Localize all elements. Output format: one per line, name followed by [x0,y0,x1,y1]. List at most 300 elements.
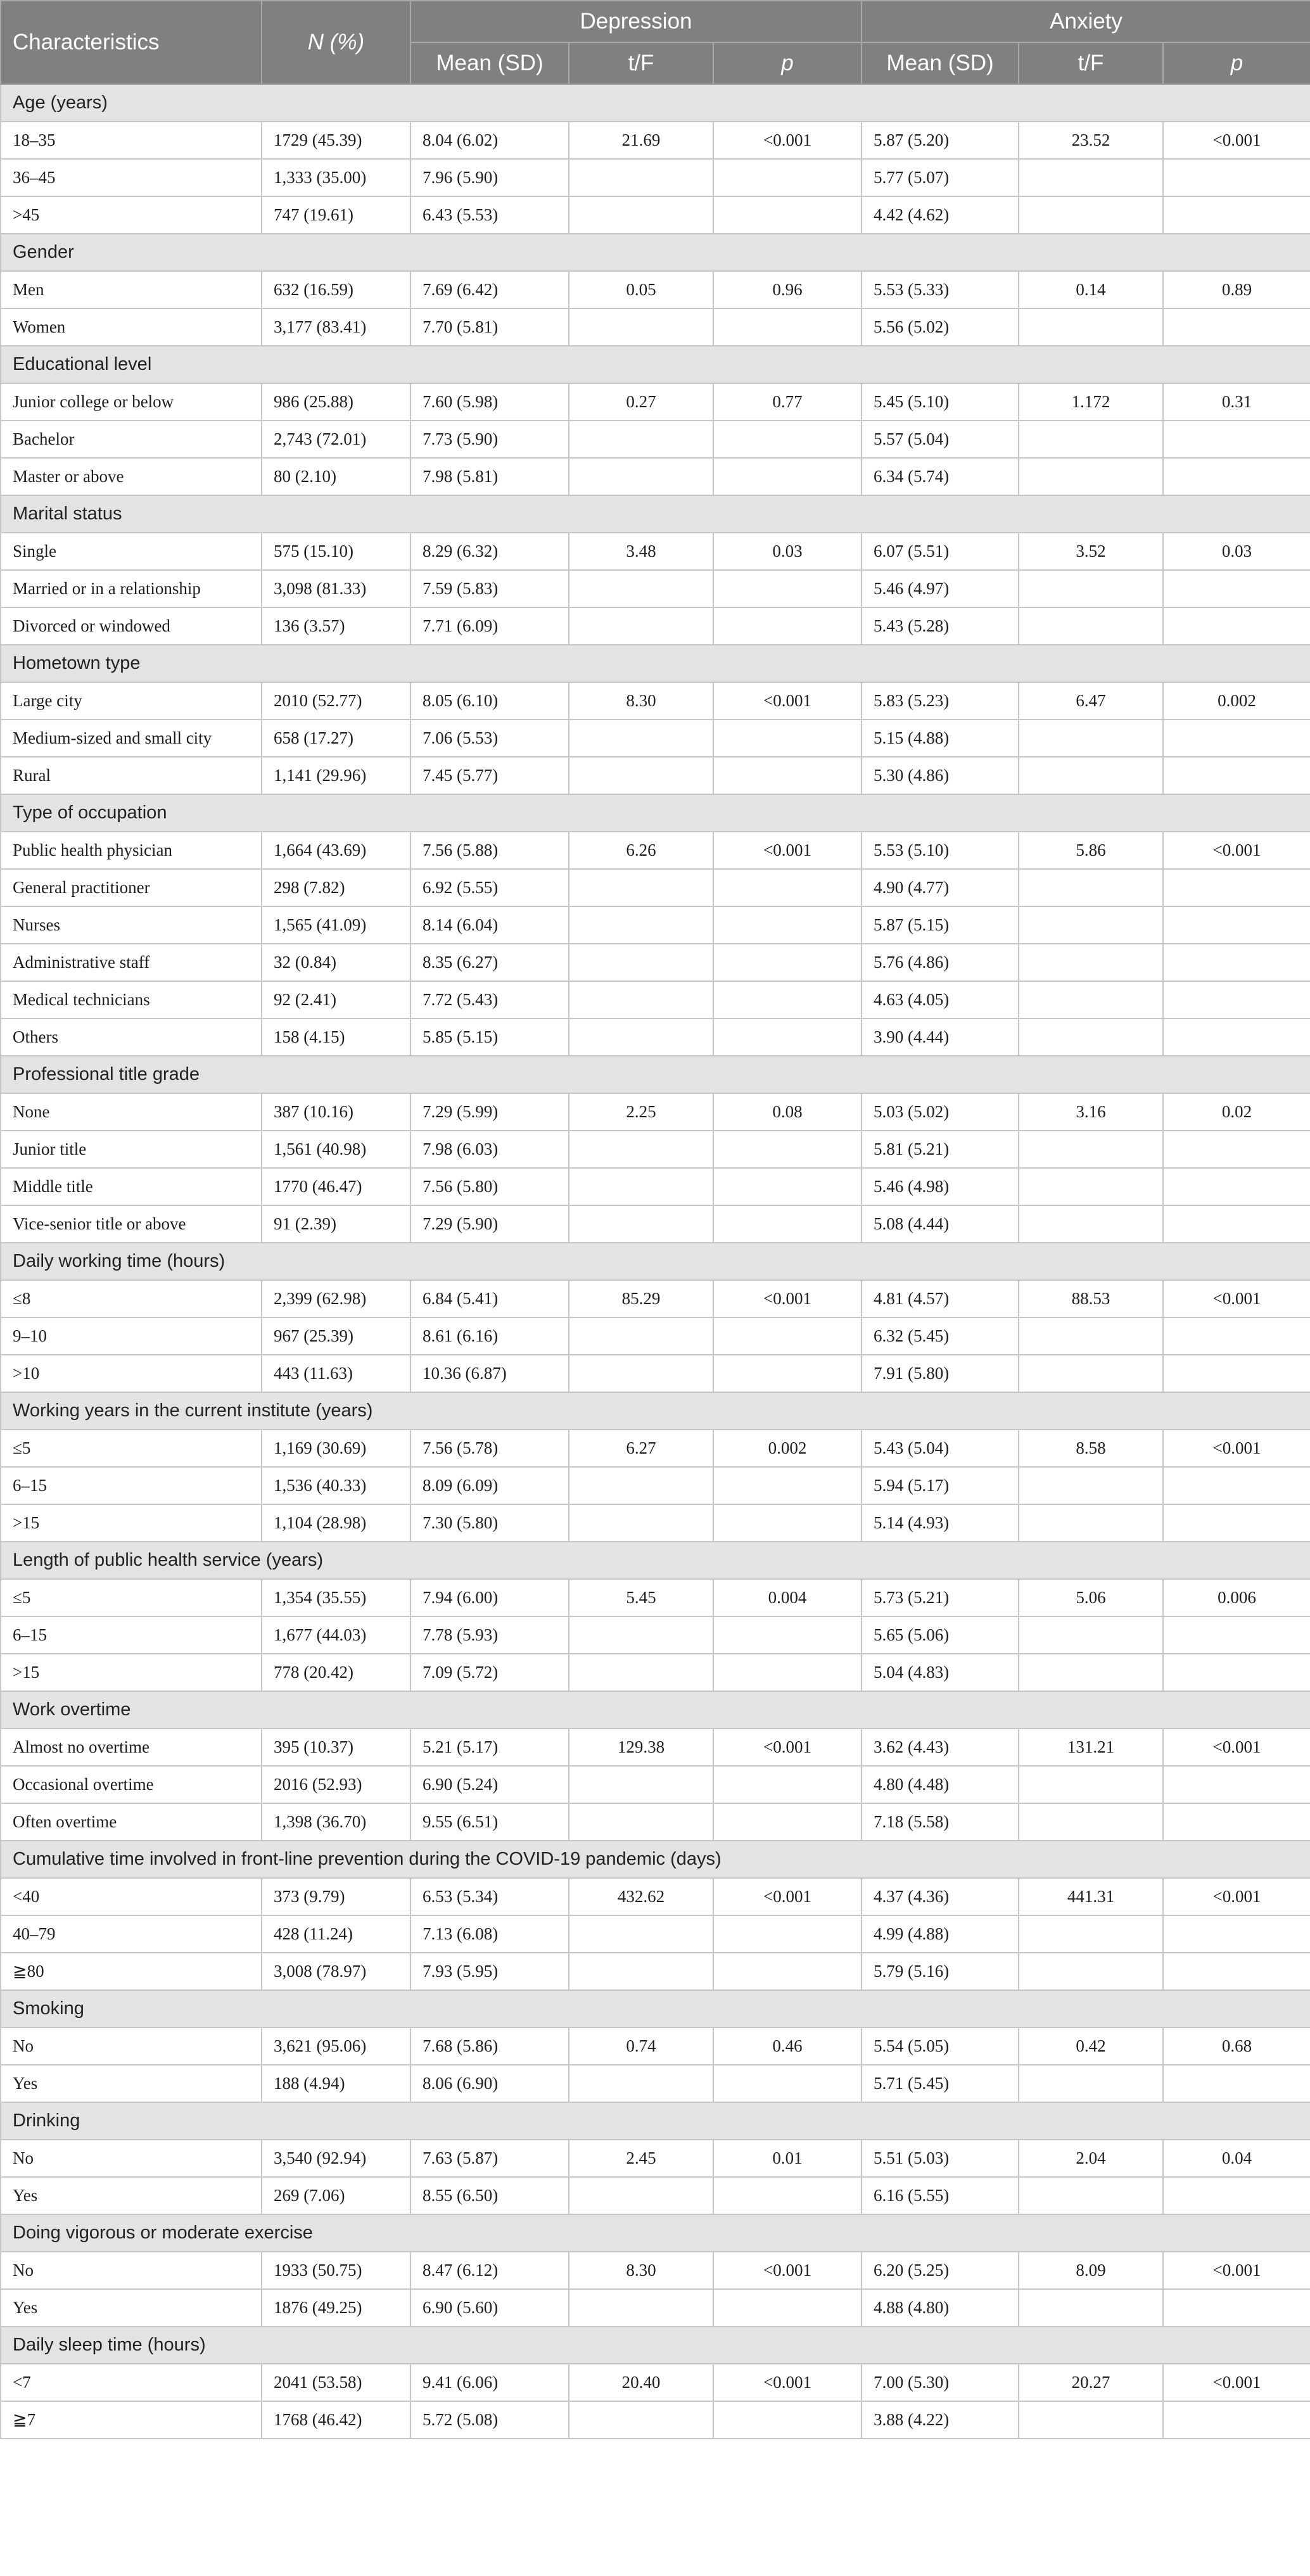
group-title: Cumulative time involved in front-line prevention during the COVID-19 pandemic (days) [1,1841,1310,1878]
group-title: Working years in the current institute (years) [1,1392,1310,1430]
cell-depression-p [713,1616,862,1654]
cell-depression-tf: 2.45 [569,2140,713,2177]
cell-anxiety-tf [1019,159,1163,196]
group-title: Marital status [1,495,1310,533]
cell-n-percent: 1770 (46.47) [262,1168,410,1205]
cell-depression-mean-sd: 9.55 (6.51) [410,1803,569,1841]
cell-anxiety-mean-sd: 5.73 (5.21) [862,1579,1019,1616]
cell-characteristic: Women [1,308,262,346]
cell-anxiety-p: 0.89 [1163,271,1310,308]
cell-depression-p: 0.03 [713,533,862,570]
cell-characteristic: General practitioner [1,869,262,906]
cell-anxiety-p [1163,607,1310,645]
cell-depression-mean-sd: 10.36 (6.87) [410,1355,569,1392]
cell-anxiety-tf [1019,1355,1163,1392]
cell-characteristic: 40–79 [1,1915,262,1953]
cell-characteristic: ≤5 [1,1579,262,1616]
group-title: Hometown type [1,645,1310,682]
cell-anxiety-mean-sd: 5.30 (4.86) [862,757,1019,794]
table-row [1,159,1310,196]
cell-characteristic: Nurses [1,906,262,944]
cell-anxiety-p [1163,757,1310,794]
cell-anxiety-tf [1019,570,1163,607]
cell-anxiety-tf: 2.04 [1019,2140,1163,2177]
cell-depression-tf [569,869,713,906]
table-row [1,2364,1310,2401]
cell-anxiety-tf: 23.52 [1019,122,1163,159]
cell-depression-tf [569,1168,713,1205]
cell-depression-p [713,944,862,981]
cell-depression-p: <0.001 [713,2252,862,2289]
group-row [1,346,1310,383]
cell-anxiety-p [1163,1018,1310,1056]
cell-depression-p [713,1355,862,1392]
cell-depression-p [713,869,862,906]
cell-n-percent: 1,536 (40.33) [262,1467,410,1504]
cell-anxiety-mean-sd: 5.53 (5.33) [862,271,1019,308]
table-row [1,607,1310,645]
cell-n-percent: 1,169 (30.69) [262,1430,410,1467]
cell-depression-p [713,1953,862,1990]
cell-characteristic: None [1,1093,262,1131]
cell-characteristic: Master or above [1,458,262,495]
cell-depression-p: 0.96 [713,271,862,308]
cell-depression-tf [569,421,713,458]
cell-anxiety-mean-sd: 4.63 (4.05) [862,981,1019,1018]
cell-anxiety-tf [1019,2177,1163,2214]
table-row [1,2027,1310,2065]
cell-characteristic: Medical technicians [1,981,262,1018]
cell-anxiety-mean-sd: 5.45 (5.10) [862,383,1019,421]
header-anxiety-p: p [1163,42,1310,84]
table-row [1,1093,1310,1131]
cell-anxiety-p [1163,981,1310,1018]
table-row [1,757,1310,794]
cell-anxiety-p [1163,570,1310,607]
cell-anxiety-mean-sd: 5.83 (5.23) [862,682,1019,720]
cell-depression-mean-sd: 5.85 (5.15) [410,1018,569,1056]
cell-depression-mean-sd: 7.98 (5.81) [410,458,569,495]
table-row [1,1168,1310,1205]
cell-depression-p [713,981,862,1018]
cell-depression-p [713,1168,862,1205]
cell-anxiety-tf: 131.21 [1019,1729,1163,1766]
table-row [1,2289,1310,2326]
cell-depression-p: 0.004 [713,1579,862,1616]
header-characteristics: Characteristics [1,1,262,84]
cell-depression-tf [569,607,713,645]
cell-characteristic: 6–15 [1,1467,262,1504]
group-row [1,84,1310,122]
cell-characteristic: No [1,2027,262,2065]
cell-anxiety-tf: 0.14 [1019,271,1163,308]
group-row [1,2214,1310,2252]
cell-anxiety-mean-sd: 7.91 (5.80) [862,1355,1019,1392]
group-title: Length of public health service (years) [1,1542,1310,1579]
cell-depression-p [713,308,862,346]
group-title: Type of occupation [1,794,1310,832]
group-row [1,1542,1310,1579]
cell-depression-tf [569,2289,713,2326]
cell-n-percent: 91 (2.39) [262,1205,410,1243]
cell-depression-tf [569,1953,713,1990]
cell-anxiety-tf [1019,1504,1163,1542]
cell-anxiety-tf [1019,869,1163,906]
cell-depression-tf: 6.27 [569,1430,713,1467]
cell-anxiety-p [1163,944,1310,981]
cell-depression-tf [569,944,713,981]
cell-anxiety-tf [1019,757,1163,794]
cell-characteristic: Middle title [1,1168,262,1205]
cell-depression-p [713,607,862,645]
cell-depression-mean-sd: 7.56 (5.88) [410,832,569,869]
table-row [1,1018,1310,1056]
cell-depression-mean-sd: 7.63 (5.87) [410,2140,569,2177]
cell-anxiety-tf [1019,607,1163,645]
cell-depression-tf [569,1803,713,1841]
cell-anxiety-mean-sd: 5.08 (4.44) [862,1205,1019,1243]
cell-depression-p: <0.001 [713,1729,862,1766]
cell-depression-tf: 6.26 [569,832,713,869]
cell-depression-tf: 20.40 [569,2364,713,2401]
cell-n-percent: 1,561 (40.98) [262,1131,410,1168]
cell-anxiety-mean-sd: 6.20 (5.25) [862,2252,1019,2289]
cell-n-percent: 967 (25.39) [262,1317,410,1355]
table-row [1,944,1310,981]
cell-n-percent: 1,677 (44.03) [262,1616,410,1654]
cell-anxiety-p: 0.68 [1163,2027,1310,2065]
cell-n-percent: 443 (11.63) [262,1355,410,1392]
cell-depression-tf [569,2177,713,2214]
cell-characteristic: <7 [1,2364,262,2401]
cell-anxiety-p [1163,1168,1310,1205]
cell-characteristic: Rural [1,757,262,794]
table-row [1,1766,1310,1803]
cell-depression-tf [569,308,713,346]
cell-anxiety-mean-sd: 5.71 (5.45) [862,2065,1019,2102]
cell-depression-tf [569,1654,713,1691]
group-row [1,794,1310,832]
cell-depression-p: 0.01 [713,2140,862,2177]
cell-anxiety-p: 0.002 [1163,682,1310,720]
cell-depression-mean-sd: 8.06 (6.90) [410,2065,569,2102]
cell-depression-mean-sd: 7.06 (5.53) [410,720,569,757]
cell-depression-mean-sd: 7.72 (5.43) [410,981,569,1018]
cell-anxiety-tf [1019,1803,1163,1841]
cell-depression-mean-sd: 8.55 (6.50) [410,2177,569,2214]
cell-anxiety-tf: 8.58 [1019,1430,1163,1467]
cell-depression-mean-sd: 7.78 (5.93) [410,1616,569,1654]
cell-anxiety-p [1163,2065,1310,2102]
cell-n-percent: 387 (10.16) [262,1093,410,1131]
table-row [1,533,1310,570]
cell-depression-mean-sd: 7.98 (6.03) [410,1131,569,1168]
cell-anxiety-tf [1019,1467,1163,1504]
cell-depression-p [713,1766,862,1803]
cell-depression-p [713,1018,862,1056]
cell-depression-mean-sd: 7.56 (5.78) [410,1430,569,1467]
group-row [1,2102,1310,2140]
cell-characteristic: Administrative staff [1,944,262,981]
cell-anxiety-tf [1019,2289,1163,2326]
cell-anxiety-mean-sd: 5.76 (4.86) [862,944,1019,981]
cell-characteristic: Junior college or below [1,383,262,421]
table-row [1,682,1310,720]
cell-anxiety-tf [1019,308,1163,346]
group-row [1,495,1310,533]
cell-anxiety-tf [1019,1953,1163,1990]
group-row [1,645,1310,682]
cell-depression-p [713,906,862,944]
cell-depression-tf: 0.27 [569,383,713,421]
cell-n-percent: 632 (16.59) [262,271,410,308]
cell-n-percent: 778 (20.42) [262,1654,410,1691]
cell-n-percent: 298 (7.82) [262,869,410,906]
cell-characteristic: No [1,2252,262,2289]
group-title: Educational level [1,346,1310,383]
cell-anxiety-tf: 1.172 [1019,383,1163,421]
cell-depression-tf [569,570,713,607]
cell-anxiety-mean-sd: 5.04 (4.83) [862,1654,1019,1691]
cell-depression-p [713,720,862,757]
cell-anxiety-mean-sd: 5.87 (5.15) [862,906,1019,944]
group-title: Daily working time (hours) [1,1243,1310,1280]
cell-anxiety-mean-sd: 6.16 (5.55) [862,2177,1019,2214]
cell-depression-p [713,421,862,458]
cell-anxiety-mean-sd: 6.34 (5.74) [862,458,1019,495]
cell-anxiety-p [1163,869,1310,906]
cell-anxiety-p: 0.02 [1163,1093,1310,1131]
cell-anxiety-mean-sd: 4.37 (4.36) [862,1878,1019,1915]
cell-anxiety-mean-sd: 3.90 (4.44) [862,1018,1019,1056]
cell-characteristic: Men [1,271,262,308]
cell-n-percent: 32 (0.84) [262,944,410,981]
cell-depression-p [713,570,862,607]
cell-depression-mean-sd: 6.43 (5.53) [410,196,569,234]
cell-depression-tf: 0.05 [569,271,713,308]
cell-anxiety-mean-sd: 5.87 (5.20) [862,122,1019,159]
cell-characteristic: Yes [1,2065,262,2102]
cell-anxiety-tf: 6.47 [1019,682,1163,720]
cell-n-percent: 3,177 (83.41) [262,308,410,346]
table-row [1,869,1310,906]
cell-characteristic: Yes [1,2289,262,2326]
cell-depression-mean-sd: 8.35 (6.27) [410,944,569,981]
cell-anxiety-mean-sd: 5.54 (5.05) [862,2027,1019,2065]
cell-characteristic: Junior title [1,1131,262,1168]
cell-n-percent: 428 (11.24) [262,1915,410,1953]
cell-anxiety-mean-sd: 3.62 (4.43) [862,1729,1019,1766]
cell-anxiety-mean-sd: 5.43 (5.28) [862,607,1019,645]
cell-depression-mean-sd: 6.53 (5.34) [410,1878,569,1915]
cell-anxiety-p: <0.001 [1163,832,1310,869]
cell-anxiety-tf [1019,1915,1163,1953]
cell-depression-mean-sd: 7.29 (5.90) [410,1205,569,1243]
cell-anxiety-tf [1019,2401,1163,2439]
table-row [1,1579,1310,1616]
cell-depression-mean-sd: 7.73 (5.90) [410,421,569,458]
cell-depression-p [713,1803,862,1841]
cell-anxiety-tf: 8.09 [1019,2252,1163,2289]
cell-depression-p [713,1915,862,1953]
cell-characteristic: 36–45 [1,159,262,196]
table-row [1,196,1310,234]
table-row [1,1915,1310,1953]
table-row [1,906,1310,944]
cell-depression-p [713,1131,862,1168]
cell-anxiety-tf [1019,1766,1163,1803]
cell-anxiety-p [1163,2401,1310,2439]
table-row [1,720,1310,757]
cell-depression-mean-sd: 8.04 (6.02) [410,122,569,159]
cell-depression-p: 0.46 [713,2027,862,2065]
cell-n-percent: 80 (2.10) [262,458,410,495]
cell-depression-tf [569,1766,713,1803]
cell-characteristic: Married or in a relationship [1,570,262,607]
cell-anxiety-mean-sd: 5.94 (5.17) [862,1467,1019,1504]
cell-n-percent: 158 (4.15) [262,1018,410,1056]
table-header [1,1,1310,84]
cell-depression-tf [569,1616,713,1654]
cell-depression-mean-sd: 7.59 (5.83) [410,570,569,607]
cell-depression-mean-sd: 8.05 (6.10) [410,682,569,720]
table-row [1,2252,1310,2289]
table-row [1,308,1310,346]
table-row [1,1803,1310,1841]
cell-anxiety-p: <0.001 [1163,2364,1310,2401]
group-title: Smoking [1,1990,1310,2027]
cell-depression-mean-sd: 5.72 (5.08) [410,2401,569,2439]
cell-anxiety-tf: 5.86 [1019,832,1163,869]
cell-depression-mean-sd: 7.68 (5.86) [410,2027,569,2065]
group-row [1,1841,1310,1878]
cell-anxiety-p [1163,2177,1310,2214]
cell-depression-p [713,159,862,196]
cell-anxiety-p [1163,1355,1310,1392]
cell-depression-tf [569,159,713,196]
table-row [1,1131,1310,1168]
cell-characteristic: Divorced or windowed [1,607,262,645]
cell-n-percent: 188 (4.94) [262,2065,410,2102]
cell-anxiety-tf [1019,944,1163,981]
cell-depression-p [713,1317,862,1355]
cell-depression-tf [569,2065,713,2102]
cell-depression-mean-sd: 7.70 (5.81) [410,308,569,346]
cell-anxiety-tf [1019,1616,1163,1654]
cell-characteristic: Vice-senior title or above [1,1205,262,1243]
cell-anxiety-p [1163,1317,1310,1355]
cell-anxiety-p [1163,2289,1310,2326]
cell-depression-mean-sd: 8.47 (6.12) [410,2252,569,2289]
cell-depression-tf: 8.30 [569,2252,713,2289]
cell-depression-tf [569,1131,713,1168]
cell-characteristic: Large city [1,682,262,720]
cell-anxiety-mean-sd: 5.81 (5.21) [862,1131,1019,1168]
cell-depression-p: <0.001 [713,1878,862,1915]
cell-depression-p [713,757,862,794]
cell-depression-mean-sd: 7.09 (5.72) [410,1654,569,1691]
cell-depression-tf: 2.25 [569,1093,713,1131]
cell-characteristic: <40 [1,1878,262,1915]
cell-anxiety-p [1163,1654,1310,1691]
cell-depression-tf: 3.48 [569,533,713,570]
cell-characteristic: Occasional overtime [1,1766,262,1803]
table-row [1,458,1310,495]
cell-depression-p: <0.001 [713,1280,862,1317]
cell-depression-p: <0.001 [713,682,862,720]
cell-depression-p [713,2177,862,2214]
cell-depression-mean-sd: 8.14 (6.04) [410,906,569,944]
cell-anxiety-tf [1019,196,1163,234]
cell-anxiety-tf: 3.52 [1019,533,1163,570]
table-row [1,981,1310,1018]
cell-depression-tf [569,458,713,495]
cell-depression-p [713,196,862,234]
cell-anxiety-mean-sd: 5.14 (4.93) [862,1504,1019,1542]
cell-anxiety-p [1163,196,1310,234]
cell-anxiety-mean-sd: 5.56 (5.02) [862,308,1019,346]
cell-anxiety-p [1163,1205,1310,1243]
cell-anxiety-tf [1019,1205,1163,1243]
cell-depression-p [713,2065,862,2102]
header-depression-mean-sd: Mean (SD) [410,42,569,84]
cell-anxiety-tf [1019,1654,1163,1691]
cell-characteristic: 18–35 [1,122,262,159]
cell-n-percent: 1,104 (28.98) [262,1504,410,1542]
cell-depression-tf [569,2401,713,2439]
header-depression-p: p [713,42,862,84]
cell-anxiety-tf: 0.42 [1019,2027,1163,2065]
cell-depression-mean-sd: 6.84 (5.41) [410,1280,569,1317]
cell-anxiety-p [1163,159,1310,196]
cell-depression-tf [569,196,713,234]
cell-characteristic: ≤8 [1,1280,262,1317]
cell-depression-p [713,2401,862,2439]
cell-anxiety-tf [1019,421,1163,458]
table-row [1,1430,1310,1467]
cell-anxiety-mean-sd: 5.51 (5.03) [862,2140,1019,2177]
cell-anxiety-p: 0.04 [1163,2140,1310,2177]
cell-anxiety-mean-sd: 5.43 (5.04) [862,1430,1019,1467]
group-title: Gender [1,234,1310,271]
table-row [1,832,1310,869]
cell-characteristic: Often overtime [1,1803,262,1841]
cell-anxiety-p: <0.001 [1163,1729,1310,1766]
cell-characteristic: Single [1,533,262,570]
cell-depression-tf [569,1205,713,1243]
cell-anxiety-p [1163,1953,1310,1990]
cell-characteristic: ≧7 [1,2401,262,2439]
cell-depression-mean-sd: 7.69 (6.42) [410,271,569,308]
cell-anxiety-p [1163,1766,1310,1803]
cell-depression-p: <0.001 [713,122,862,159]
cell-depression-mean-sd: 7.94 (6.00) [410,1579,569,1616]
cell-characteristic: Bachelor [1,421,262,458]
cell-n-percent: 1,398 (36.70) [262,1803,410,1841]
group-title: Daily sleep time (hours) [1,2326,1310,2364]
cell-depression-tf: 0.74 [569,2027,713,2065]
table-row [1,2401,1310,2439]
cell-depression-p [713,1654,862,1691]
table-row [1,1355,1310,1392]
cell-depression-tf [569,1018,713,1056]
cell-n-percent: 1933 (50.75) [262,2252,410,2289]
cell-anxiety-mean-sd: 5.03 (5.02) [862,1093,1019,1131]
cell-anxiety-tf: 3.16 [1019,1093,1163,1131]
cell-n-percent: 2041 (53.58) [262,2364,410,2401]
cell-characteristic: Others [1,1018,262,1056]
cell-n-percent: 2,743 (72.01) [262,421,410,458]
